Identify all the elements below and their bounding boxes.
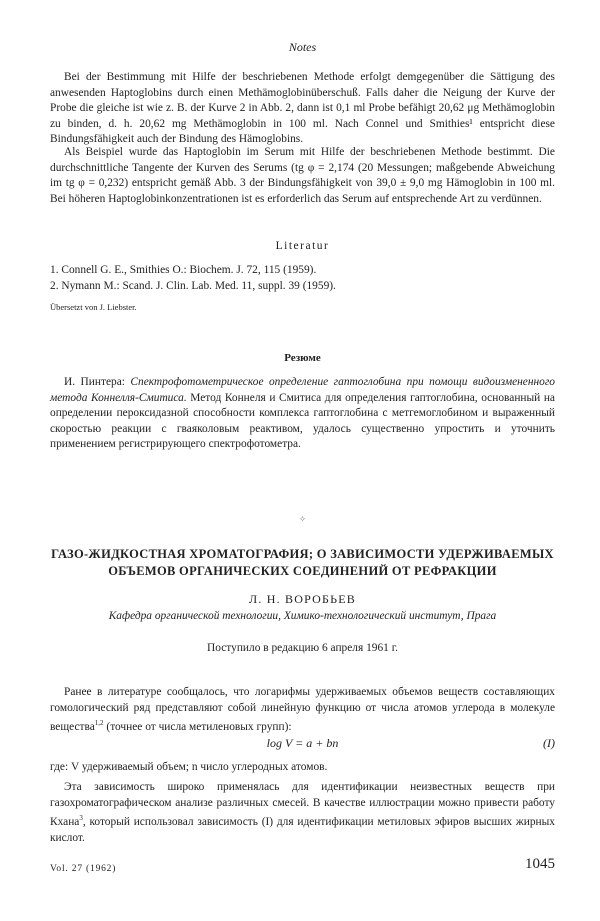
resume-heading: Резюме — [284, 352, 321, 364]
article-affiliation: Кафедра органической технологии, Химико-технологический институт, Прага — [108, 610, 497, 622]
running-header: Notes — [288, 40, 317, 54]
reference-list — [50, 263, 555, 294]
reference-1: 1. Connell G. E., Smithies O.: Biochem. J. 72, 115 (1959). — [50, 264, 317, 276]
article-author: Л. Н. ВОРОБЬЕВ — [249, 592, 356, 606]
equation-legend: где: V удерживаемый объем; n число углеродных атомов. — [50, 761, 328, 773]
separator-mark: ✧ — [298, 514, 307, 524]
reference-2: 2. Nymann M.: Scand. J. Clin. Lab. Med. 11, suppl. 39 (1959). — [50, 279, 336, 292]
article-paragraph-2: Эта зависимость широко применялась для идентификации неизвестных веществ при газохроматографическом анализе различных смесей. В качестве иллюстрации можно привести работу Кхана$^3$, который использовал зависимость (I) для идентификации метиловых эфиров высших жирных кислот. — [50, 781, 555, 844]
resume-paragraph — [50, 375, 555, 453]
article-title-line-1: ГАЗО-ЖИДКОСТНАЯ ХРОМАТОГРАФИЯ; О ЗАВИСИМОСТИ УДЕРЖИВАЕМЫХ — [51, 547, 554, 561]
resume-author: И. Пинтера: — [64, 376, 125, 388]
article-title-line-2: ОБЪЕМОВ ОРГАНИЧЕСКИХ СОЕДИНЕНИЙ ОТ РЕФРАКЦИИ — [108, 564, 497, 578]
equation-text: log V = a + bn — [266, 736, 339, 750]
german-paragraph-1: Bei der Bestimmung mit Hilfe der beschriebenen Methode erfolgt demgegenüber die Sättigung des anwesenden Haptoglobins durch einen Methämoglobinüberschuß. Falls daher die Neigung der Kurve der Probe die gleiche ist wie z. B. der Kurve 2 in Abb. 2, dann ist 0,1 ml Probe befähigt 20,62 μg Methämoglobin zu binden, d. h. 20,62 mg Methämoglobin in 100 ml. Nach Connel und Smithies¹ entspricht diese Bindungsfähigkeit auch der Bindung des Hämoglobins. — [50, 71, 555, 146]
resume-title: Спектрофотометрическое определение гаптоглобина при помощи видоизмененного метода Коннелля-Смитиса. — [50, 376, 555, 404]
german-paragraph-2: Als Beispiel wurde das Haptoglobin im Serum mit Hilfe der beschriebenen Methode bestimmt. Die durchschnittliche Tangente der Kurven des Serums (tg φ = 2,174 (20 Messungen; maßgebende Abweichung im tg φ = 0,232) entspricht gemäß Abb. 3 der Bindungsfähigkeit von 39,0 ± 9,0 mg Hämoglobin in 100 ml. Bei höheren Haptoglobinkonzentrationen ist es erforderlich das Serum auf entsprechende Art zu verdünnen. — [50, 146, 555, 205]
article-paragraph-1: Ранее в литературе сообщалось, что логарифмы удерживаемых объемов веществ составляющих гомологический ряд представляют собой линейную функцию от числа атомов углерода в молекуле вещества$^{1,2}$ (точнее от числа метиленовых групп): — [50, 686, 555, 733]
resume-body: Метод Коннеля и Смитиса для определения гаптоглобина, основанный на определении пероксидазной способности комплекса гаптоглобина с метгемоглобином и выраженный скоростью реакции с гваяколовым реактивом, удалось существенно упростить и уточнить применением регистрирующего спектрофотометра. — [50, 391, 555, 451]
journal-volume: Vol. 27 (1962) — [50, 864, 117, 874]
article-title — [50, 546, 555, 580]
translator-note: Übersetzt von J. Liebster. — [50, 302, 137, 312]
equation — [50, 736, 555, 751]
literature-heading: Literatur — [275, 240, 330, 252]
received-date: Поступило в редакцию 6 апреля 1961 г. — [207, 642, 398, 654]
page-number: 1045 — [525, 856, 555, 872]
equation-number: (I) — [543, 736, 555, 750]
